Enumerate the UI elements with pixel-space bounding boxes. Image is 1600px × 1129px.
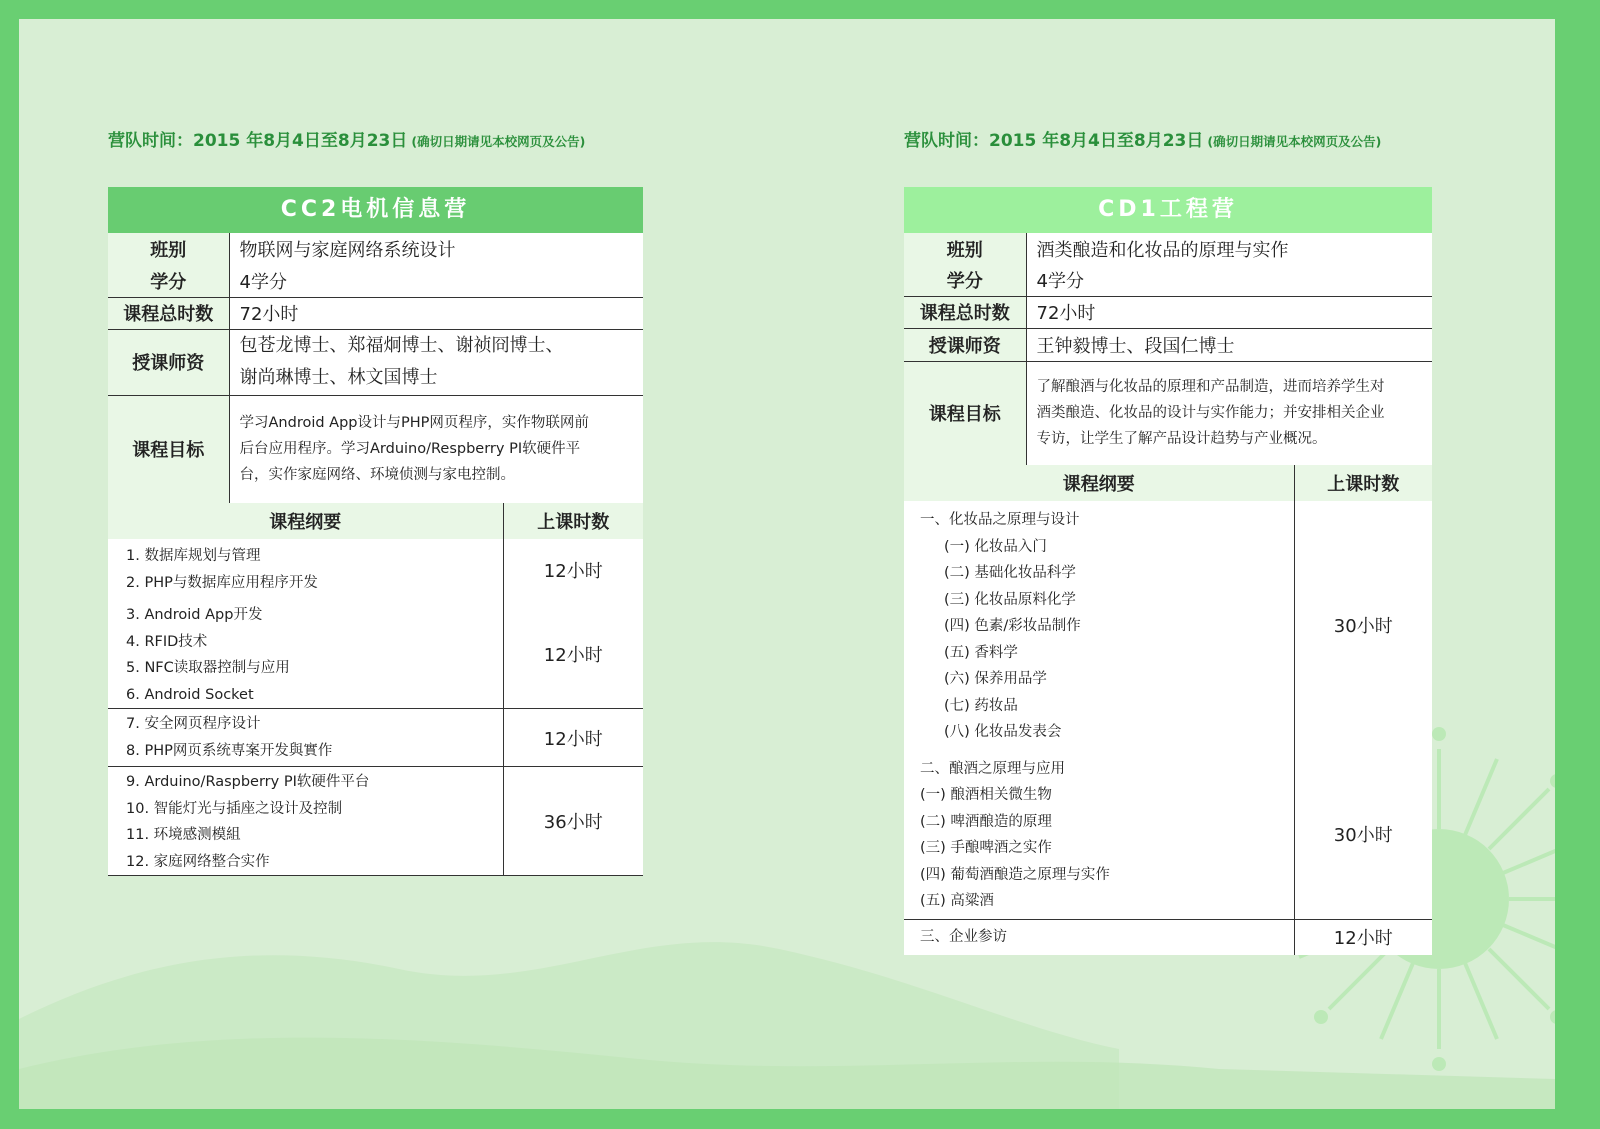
syllabus-item: 2. PHP与数据库应用程序开发 xyxy=(126,574,318,591)
info-row-instructors xyxy=(108,329,643,395)
camp-time-line xyxy=(108,128,643,154)
course-title: CD1工程营 xyxy=(904,187,1432,233)
info-value xyxy=(1026,361,1432,465)
syllabus-hours: 12小时 xyxy=(543,560,603,582)
syllabus-items xyxy=(108,767,503,876)
syllabus-table xyxy=(108,503,643,876)
info-label: 课程总时数 xyxy=(108,297,229,329)
info-value: 物联网与家庭网络系统设计 xyxy=(239,240,456,261)
info-label: 授课师资 xyxy=(904,328,1026,361)
info-label: 班别 xyxy=(108,233,229,265)
info-value: 72小时 xyxy=(1026,296,1432,328)
syllabus-item: 4. RFID技术 xyxy=(126,633,208,650)
value-line: 谢尚琳博士、林文国博士 xyxy=(239,367,438,388)
syllabus-item: 1. 数据库规划与管理 xyxy=(126,548,261,564)
syllabus-item: 9. Arduino/Raspberry PI软硬件平台 xyxy=(126,774,370,790)
syllabus-item: (五) 高粱酒 xyxy=(920,893,994,909)
syllabus-hours: 12小时 xyxy=(503,600,643,709)
syllabus-header: 课程纲要 xyxy=(904,465,1294,501)
info-value xyxy=(229,395,643,503)
info-row-class xyxy=(108,233,643,265)
syllabus-item: (一) 酿酒相关微生物 xyxy=(920,787,1052,803)
course-card-cd1 xyxy=(904,187,1432,955)
syllabus-item: (八) 化妆品发表会 xyxy=(944,724,1062,740)
camp-time-label: 营队时间：2015 年8月4日至8月23日 xyxy=(904,131,1204,151)
right-panel xyxy=(904,128,1432,955)
syllabus-item: (一) 化妆品入门 xyxy=(944,538,1047,555)
syllabus-row xyxy=(108,767,643,876)
info-value: 72小时 xyxy=(229,297,643,329)
syllabus-item: (六) 保养用品学 xyxy=(944,671,1047,687)
info-row-credits xyxy=(904,264,1432,296)
syllabus-header-row xyxy=(108,503,643,539)
syllabus-hours: 12小时 xyxy=(503,709,643,767)
value-line: 后台应用程序。学习Arduino/Respberry PI软硬件平 xyxy=(239,441,581,458)
info-label: 班别 xyxy=(904,233,1026,264)
syllabus-item: (五) 香料学 xyxy=(944,644,1018,661)
syllabus-header-row xyxy=(904,465,1432,501)
course-info-table xyxy=(904,233,1432,465)
syllabus-row xyxy=(108,539,643,600)
hours-header: 上课时数 xyxy=(503,503,643,539)
syllabus-item: 6. Android Socket xyxy=(126,686,254,703)
info-row-class xyxy=(904,233,1432,264)
syllabus-items xyxy=(108,600,503,709)
syllabus-item: (四) 葡萄酒酿造之原理与实作 xyxy=(920,866,1110,883)
syllabus-row xyxy=(904,919,1432,955)
syllabus-item: (三) 化妆品原料化学 xyxy=(944,591,1076,608)
syllabus-row xyxy=(904,501,1432,750)
syllabus-header: 课程纲要 xyxy=(108,503,503,539)
syllabus-table xyxy=(904,465,1432,955)
value-line: 专访，让学生了解产品设计趋势与产业概况。 xyxy=(1036,431,1327,448)
info-row-total-hours xyxy=(108,297,643,329)
syllabus-item: (三) 手酿啤酒之实作 xyxy=(920,840,1052,856)
info-value: 4学分 xyxy=(229,265,643,297)
syllabus-item: (二) 啤酒酿造的原理 xyxy=(920,813,1052,830)
info-value: 王钟毅博士、段国仁博士 xyxy=(1026,328,1432,361)
hours-header: 上课时数 xyxy=(1294,465,1432,501)
info-row-credits xyxy=(108,265,643,297)
syllabus-items xyxy=(904,919,1294,955)
syllabus-heading: 三、企业参访 xyxy=(920,929,1007,945)
syllabus-row xyxy=(904,750,1432,920)
camp-time-note: (确切日期请见本校网页及公告) xyxy=(1207,134,1382,149)
syllabus-item: 11. 环境感测模組 xyxy=(126,827,241,843)
info-label: 课程目标 xyxy=(108,395,229,503)
syllabus-item: 8. PHP网页系统専案开发與實作 xyxy=(126,742,333,759)
info-label: 学分 xyxy=(904,264,1026,296)
syllabus-item: 3. Android App开发 xyxy=(126,607,263,623)
syllabus-items xyxy=(904,750,1294,920)
value-line: 了解酿酒与化妆品的原理和产品制造，进而培养学生对 xyxy=(1036,379,1385,396)
syllabus-item: 7. 安全网页程序设计 xyxy=(126,716,261,732)
syllabus-hours: 30小时 xyxy=(1294,750,1432,920)
course-card-cc2 xyxy=(108,187,643,876)
course-title: CC2电机信息营 xyxy=(108,187,643,233)
camp-time-label: 营队时间：2015 年8月4日至8月23日 xyxy=(108,131,408,151)
info-label: 学分 xyxy=(108,265,229,297)
info-value: 酒类酿造和化妆品的原理与实作 xyxy=(1036,239,1289,261)
info-row-total-hours xyxy=(904,296,1432,328)
info-row-objective xyxy=(904,361,1432,465)
syllabus-row xyxy=(108,600,643,709)
info-value xyxy=(229,329,643,395)
info-label: 课程目标 xyxy=(904,361,1026,465)
syllabus-items xyxy=(904,501,1294,750)
syllabus-item: 5. NFC读取器控制与应用 xyxy=(126,660,290,676)
info-row-objective xyxy=(108,395,643,503)
syllabus-heading: 二、酿酒之原理与应用 xyxy=(920,760,1065,777)
info-value: 4学分 xyxy=(1026,264,1432,296)
syllabus-item: 12. 家庭网络整合实作 xyxy=(126,853,270,870)
syllabus-items xyxy=(108,539,503,600)
left-panel xyxy=(108,128,643,876)
syllabus-items xyxy=(108,709,503,767)
value-line: 包苍龙博士、郑福炯博士、谢祯冏博士、 xyxy=(239,335,564,356)
syllabus-hours: 12小时 xyxy=(1333,928,1393,950)
camp-time-line xyxy=(904,128,1432,154)
info-label: 授课师资 xyxy=(108,329,229,395)
syllabus-heading: 一、化妆品之原理与设计 xyxy=(920,512,1080,528)
value-line: 台，实作家庭网络、环境侦测与家电控制。 xyxy=(239,467,515,484)
syllabus-hours: 36小时 xyxy=(543,812,603,833)
course-info-table xyxy=(108,233,643,503)
syllabus-row xyxy=(108,709,643,767)
info-label: 课程总时数 xyxy=(904,296,1026,328)
info-row-instructors xyxy=(904,328,1432,361)
value-line: 学习Android App设计与PHP网页程序，实作物联网前 xyxy=(239,415,589,432)
syllabus-item: (二) 基础化妆品科学 xyxy=(944,565,1076,581)
camp-time-note: (确切日期请见本校网页及公告) xyxy=(411,134,586,149)
value-line: 酒类酿造、化妆品的设计与实作能力；并安排相关企业 xyxy=(1036,405,1385,422)
syllabus-item: 10. 智能灯光与插座之设计及控制 xyxy=(126,800,343,817)
syllabus-item: (四) 色素/彩妆品制作 xyxy=(944,618,1081,634)
syllabus-item: (七) 药妆品 xyxy=(944,697,1018,714)
syllabus-hours: 30小时 xyxy=(1333,616,1393,638)
